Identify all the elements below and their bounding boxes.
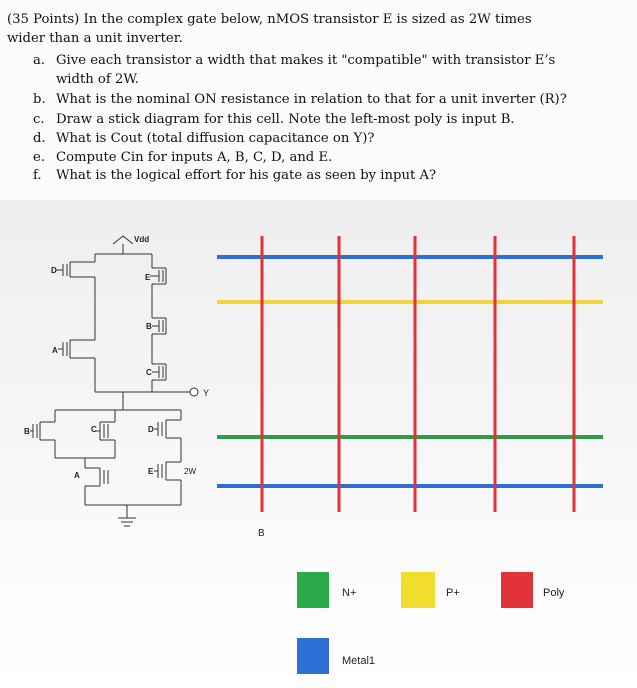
input-a-left-label: A bbox=[52, 346, 58, 355]
item-b-text: What is the nominal ON resistance in relation to that for a unit inverter (R)? bbox=[56, 92, 567, 107]
question-intro-line2: wider than a unit inverter. bbox=[7, 31, 183, 46]
input-d-bottom-label: D bbox=[148, 425, 154, 434]
question-text bbox=[0, 0, 637, 200]
figure-panel bbox=[0, 200, 637, 683]
item-b-marker: b. bbox=[33, 92, 46, 107]
legend-n-plus-label: N+ bbox=[342, 587, 357, 599]
item-a-text-cont: width of 2W. bbox=[56, 72, 139, 87]
item-d-marker: d. bbox=[33, 131, 46, 146]
input-c-top-label: C bbox=[146, 368, 152, 377]
legend-n-plus-swatch bbox=[297, 572, 329, 608]
size-2w-label: 2W bbox=[184, 467, 196, 476]
question-intro-line1: (35 Points) In the complex gate below, nMOS transistor E is sized as 2W times bbox=[7, 12, 532, 27]
input-d-left-label: D bbox=[51, 266, 57, 275]
input-c-bottom-label: C bbox=[91, 425, 97, 434]
legend-poly-label: Poly bbox=[543, 587, 565, 599]
item-c-text: Draw a stick diagram for this cell. Note the left-most poly is input B. bbox=[56, 112, 515, 127]
legend-poly-swatch bbox=[501, 572, 533, 608]
input-e-bottom-label: E bbox=[148, 467, 154, 476]
legend-p-plus-label: P+ bbox=[446, 587, 460, 599]
input-a-bottom-label: A bbox=[74, 471, 80, 480]
output-y-label: Y bbox=[203, 388, 210, 398]
item-d-text: What is Cout (total diffusion capacitance on Y)? bbox=[56, 131, 375, 146]
output-terminal bbox=[190, 388, 198, 396]
item-e-marker: e. bbox=[33, 150, 45, 165]
figure-svg bbox=[0, 200, 637, 683]
item-e-text: Compute Cin for inputs A, B, C, D, and E. bbox=[56, 150, 333, 165]
vdd-label: Vdd bbox=[134, 235, 150, 244]
legend-metal1-swatch bbox=[297, 638, 329, 674]
item-f-text: What is the logical effort for his gate as seen by input A? bbox=[56, 168, 437, 183]
item-c-marker: c. bbox=[33, 112, 45, 127]
input-b-bottom-label: B bbox=[24, 427, 30, 436]
legend-metal1-label: Metal1 bbox=[342, 655, 376, 667]
poly-b-label: B bbox=[258, 528, 265, 539]
item-a-text: Give each transistor a width that makes it "compatible" with transistor E’s bbox=[56, 53, 556, 68]
input-b-top-label: B bbox=[146, 322, 152, 331]
legend-p-plus-swatch bbox=[401, 572, 435, 608]
item-a-marker: a. bbox=[33, 53, 46, 68]
item-f-marker: f. bbox=[33, 168, 42, 183]
input-e-top-label: E bbox=[145, 273, 151, 282]
